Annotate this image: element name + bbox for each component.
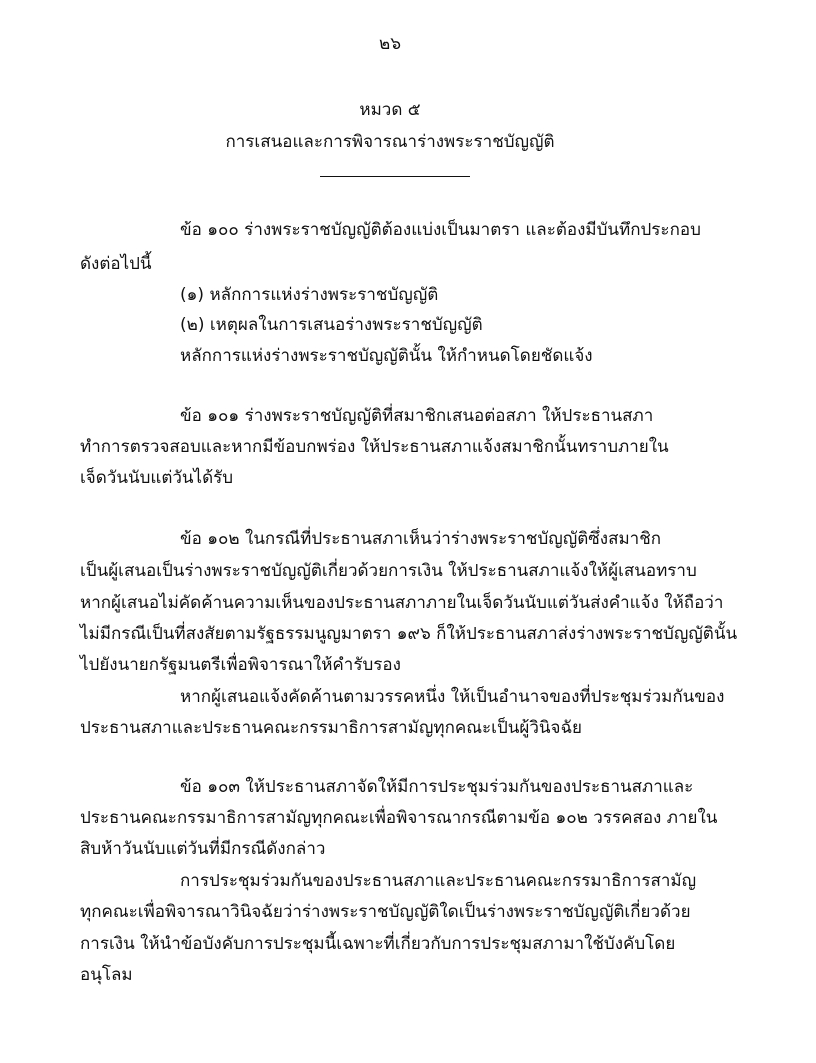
title-divider	[320, 176, 470, 177]
clause-102-line-7: ประธานสภาและประธานคณะกรรมาธิการสามัญทุกคณะเป็นผู้วินิจฉัย	[80, 718, 582, 738]
chapter-subtitle: การเสนอและการพิจารณาร่างพระราชบัญญัติ	[225, 132, 555, 152]
clause-100-line-1: ข้อ ๑๐๐ ร่างพระราชบัญญัติต้องแบ่งเป็นมาตรา และต้องมีบันทึกประกอบ	[180, 220, 701, 240]
clause-101-line-2: ทำการตรวจสอบและหากมีข้อบกพร่อง ให้ประธานสภาแจ้งสมาชิกนั้นทราบภายใน	[80, 437, 669, 457]
clause-103-line-2: ประธานคณะกรรมาธิการสามัญทุกคณะเพื่อพิจารณากรณีตามข้อ ๑๐๒ วรรคสอง ภายใน	[80, 808, 718, 828]
clause-102-line-3: หากผู้เสนอไม่คัดค้านความเห็นของประธานสภาภายในเจ็ดวันนับแต่วันส่งคำแจ้ง ให้ถือว่า	[80, 593, 724, 613]
clause-103-line-6: การเงิน ให้นำข้อบังคับการประชุมนี้เฉพาะที่เกี่ยวกับการประชุมสภามาใช้บังคับโดย	[80, 934, 676, 954]
clause-102-line-1: ข้อ ๑๐๒ ในกรณีที่ประธานสภาเห็นว่าร่างพระราชบัญญัติซึ่งสมาชิก	[180, 529, 662, 549]
clause-102-line-6: หากผู้เสนอแจ้งคัดค้านตามวรรคหนึ่ง ให้เป็นอำนาจของที่ประชุมร่วมกันของ	[180, 687, 725, 707]
page-number: ๒๖	[379, 34, 401, 54]
clause-103-line-5: ทุกคณะเพื่อพิจารณาวินิจฉัยว่าร่างพระราชบัญญัติใดเป็นร่างพระราชบัญญัติเกี่ยวด้วย	[80, 902, 691, 922]
clause-101-line-3: เจ็ดวันนับแต่วันได้รับ	[80, 468, 234, 488]
clause-100-item-2: (๒) เหตุผลในการเสนอร่างพระราชบัญญัติ	[180, 315, 483, 335]
clause-102-line-2: เป็นผู้เสนอเป็นร่างพระราชบัญญัติเกี่ยวด้วยการเงิน ให้ประธานสภาแจ้งให้ผู้เสนอทราบ	[80, 561, 697, 581]
clause-103-line-7: อนุโลม	[80, 965, 133, 985]
chapter-title: หมวด ๕	[359, 100, 421, 120]
clause-101-line-1: ข้อ ๑๐๑ ร่างพระราชบัญญัติที่สมาชิกเสนอต่อสภา ให้ประธานสภา	[180, 406, 654, 426]
clause-102-line-5: ไปยังนายกรัฐมนตรีเพื่อพิจารณาให้คำรับรอง	[80, 655, 401, 675]
clause-103-line-4: การประชุมร่วมกันของประธานสภาและประธานคณะกรรมาธิการสามัญ	[180, 871, 697, 891]
clause-100-item-1: (๑) หลักการแห่งร่างพระราชบัญญัติ	[180, 285, 439, 305]
clause-102-line-4: ไม่มีกรณีเป็นที่สงสัยตามรัฐธรรมนูญมาตรา ๑๙๖ ก็ให้ประธานสภาส่งร่างพระราชบัญญัตินั้น	[80, 624, 738, 644]
clause-103-line-1: ข้อ ๑๐๓ ให้ประธานสภาจัดให้มีการประชุมร่วมกันของประธานสภาและ	[180, 777, 694, 797]
clause-100-line-2: ดังต่อไปนี้	[80, 254, 152, 274]
clause-103-line-3: สิบห้าวันนับแต่วันที่มีกรณีดังกล่าว	[80, 839, 326, 859]
clause-100-line-3: หลักการแห่งร่างพระราชบัญญัตินั้น ให้กำหนดโดยชัดแจ้ง	[180, 346, 593, 366]
